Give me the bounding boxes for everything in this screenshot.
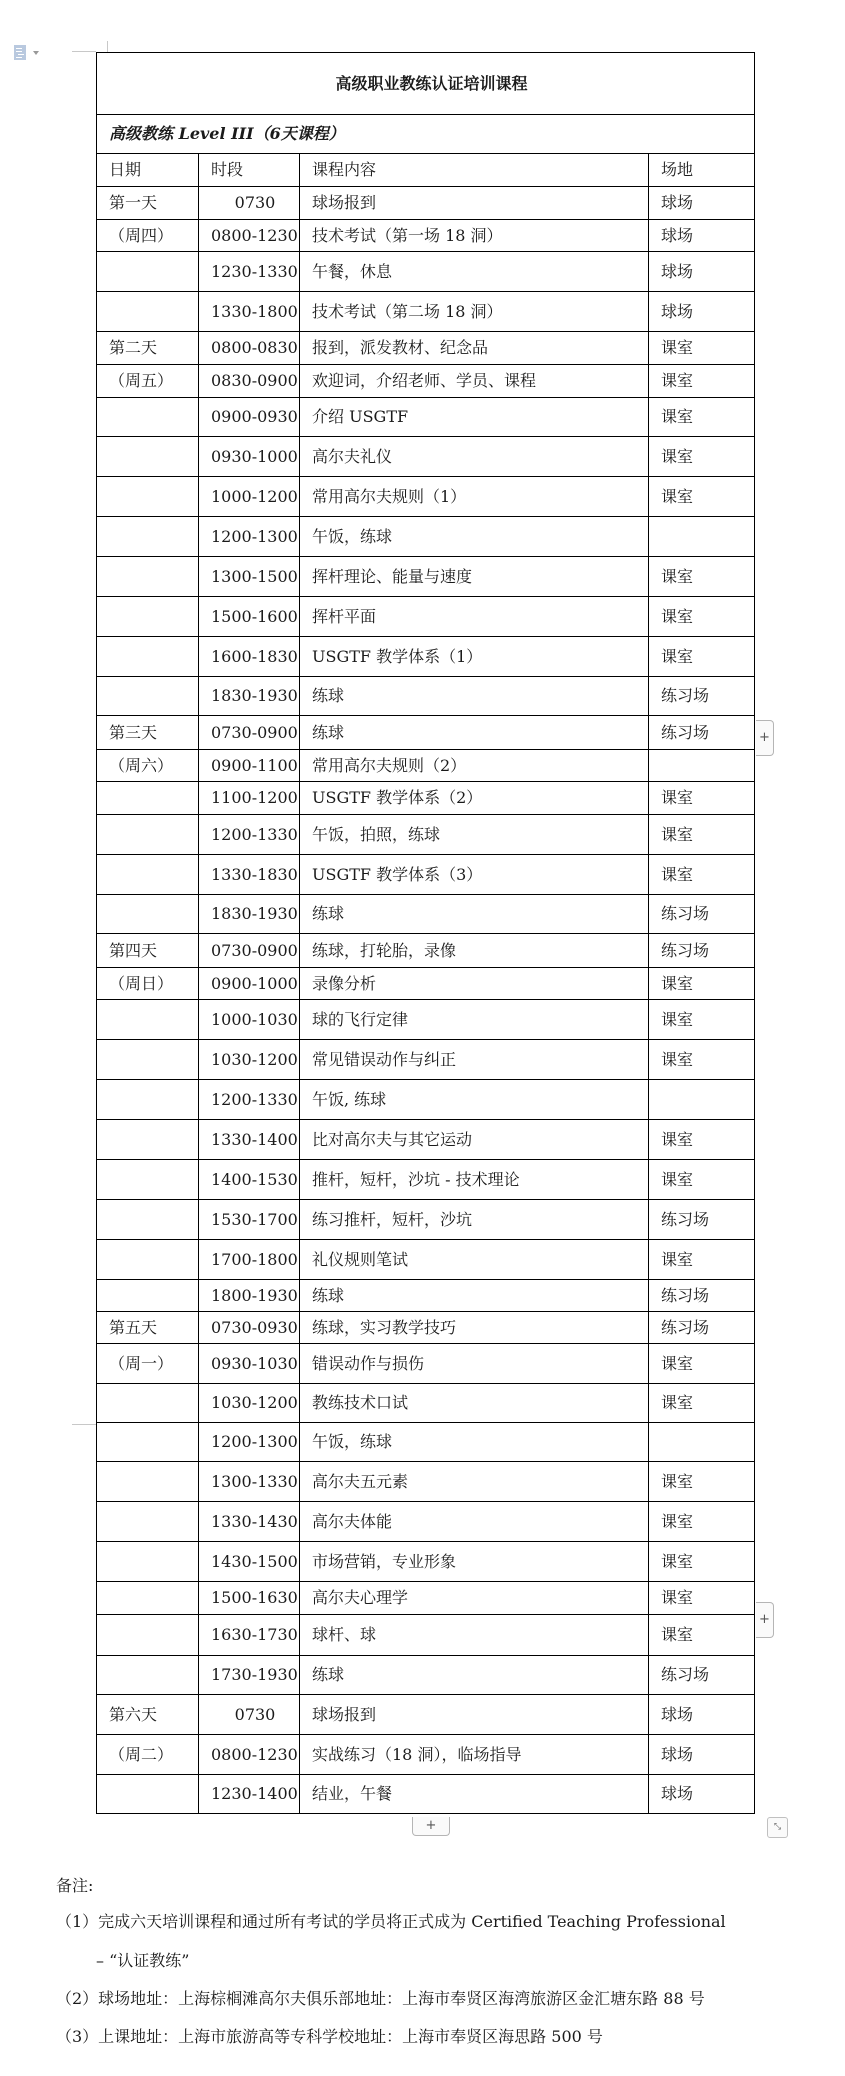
day-cell[interactable]: 第二天 — [97, 332, 199, 365]
content-cell[interactable]: 球杆、球 — [300, 1615, 649, 1656]
table-row — [97, 292, 755, 332]
day-cell[interactable] — [97, 637, 199, 677]
day-cell[interactable]: （周四） — [97, 220, 199, 252]
day-cell[interactable] — [97, 1502, 199, 1542]
table-row — [97, 1200, 755, 1240]
time-cell[interactable]: 0930-1030 — [199, 1344, 300, 1384]
time-cell[interactable]: 0800-0830 — [199, 332, 300, 365]
venue-cell[interactable]: 课室 — [649, 1000, 755, 1040]
table-row — [97, 855, 755, 895]
venue-cell[interactable]: 课室 — [649, 1120, 755, 1160]
venue-cell[interactable]: 课室 — [649, 1542, 755, 1582]
header-row — [97, 154, 755, 187]
time-cell[interactable]: 1330-1830 — [199, 855, 300, 895]
table-row — [97, 637, 755, 677]
time-cell[interactable]: 1300-1330 — [199, 1462, 300, 1502]
table-row — [97, 1040, 755, 1080]
dropdown-caret-icon[interactable] — [33, 51, 39, 55]
content-cell[interactable]: 球场报到 — [300, 187, 649, 220]
time-cell[interactable]: 1100-1200 — [199, 782, 300, 815]
time-cell[interactable]: 1330-1800 — [199, 292, 300, 332]
page-corner-marker — [72, 51, 96, 52]
day-cell[interactable] — [97, 437, 199, 477]
note-item-1: （1）完成六天培训课程和通过所有考试的学员将正式成为 Certified Teaching Professional — [56, 1912, 726, 1931]
day-cell[interactable] — [97, 1384, 199, 1423]
header-date[interactable]: 日期 — [97, 154, 199, 187]
venue-cell[interactable]: 课室 — [649, 398, 755, 437]
venue-cell[interactable]: 球场 — [649, 252, 755, 292]
time-cell[interactable]: 1500-1630 — [199, 1582, 300, 1615]
venue-cell[interactable]: 课室 — [649, 815, 755, 855]
table-row — [97, 677, 755, 716]
day-cell[interactable] — [97, 1040, 199, 1080]
day-cell[interactable] — [97, 815, 199, 855]
time-cell[interactable]: 0730-0900 — [199, 716, 300, 750]
day-cell[interactable] — [97, 1120, 199, 1160]
table-row — [97, 1120, 755, 1160]
add-column-button[interactable]: + — [756, 720, 774, 756]
content-cell[interactable]: 介绍 USGTF — [300, 398, 649, 437]
day-cell[interactable] — [97, 782, 199, 815]
content-cell[interactable]: 练习推杆，短杆，沙坑 — [300, 1200, 649, 1240]
table-row — [97, 1344, 755, 1384]
table-row — [97, 1656, 755, 1695]
add-row-button[interactable]: + — [412, 1817, 450, 1836]
time-cell[interactable]: 1600-1830 — [199, 637, 300, 677]
table-row — [97, 815, 755, 855]
time-cell[interactable]: 1030-1200 — [199, 1040, 300, 1080]
venue-cell[interactable]: 课室 — [649, 1344, 755, 1384]
day-cell[interactable] — [97, 292, 199, 332]
day-cell[interactable] — [97, 1462, 199, 1502]
content-cell[interactable]: 午饭，拍照，练球 — [300, 815, 649, 855]
time-cell[interactable]: 1330-1430 — [199, 1502, 300, 1542]
time-cell[interactable]: 1800-1930 — [199, 1280, 300, 1312]
day-cell[interactable] — [97, 895, 199, 934]
content-cell[interactable]: 错误动作与损伤 — [300, 1344, 649, 1384]
content-cell[interactable]: 推杆，短杆，沙坑 - 技术理论 — [300, 1160, 649, 1200]
content-cell[interactable]: 高尔夫体能 — [300, 1502, 649, 1542]
day-cell[interactable]: （周二） — [97, 1735, 199, 1775]
time-cell[interactable]: 0930-1000 — [199, 437, 300, 477]
table-row — [97, 716, 755, 750]
table-row — [97, 1240, 755, 1280]
note-item-2: （2）球场地址：上海棕榈滩高尔夫俱乐部地址：上海市奉贤区海湾旅游区金汇塘东路 88 号 — [56, 1989, 705, 2008]
table-row — [97, 895, 755, 934]
course-schedule-table — [96, 52, 755, 1814]
venue-cell[interactable]: 课室 — [649, 1040, 755, 1080]
content-cell[interactable]: 练球，实习教学技巧 — [300, 1312, 649, 1344]
day-cell[interactable] — [97, 677, 199, 716]
time-cell[interactable]: 1300-1500 — [199, 557, 300, 597]
time-cell[interactable]: 1630-1730 — [199, 1615, 300, 1656]
day-cell[interactable] — [97, 1200, 199, 1240]
venue-cell[interactable]: 课室 — [649, 968, 755, 1000]
time-cell[interactable]: 1230-1330 — [199, 252, 300, 292]
time-cell[interactable]: 1000-1030 — [199, 1000, 300, 1040]
day-cell[interactable]: 第一天 — [97, 187, 199, 220]
note-item-3: （3）上课地址：上海市旅游高等专科学校地址：上海市奉贤区海思路 500 号 — [56, 2027, 603, 2046]
time-cell[interactable]: 1200-1300 — [199, 1423, 300, 1462]
venue-cell[interactable]: 课室 — [649, 557, 755, 597]
content-cell[interactable]: USGTF 教学体系（1） — [300, 637, 649, 677]
time-cell[interactable]: 1200-1330 — [199, 815, 300, 855]
day-cell[interactable] — [97, 1160, 199, 1200]
title-row — [97, 53, 755, 115]
venue-cell[interactable]: 课室 — [649, 1160, 755, 1200]
venue-cell[interactable]: 课室 — [649, 855, 755, 895]
content-cell[interactable]: USGTF 教学体系（3） — [300, 855, 649, 895]
time-cell[interactable]: 0800-1230 — [199, 220, 300, 252]
day-cell[interactable]: （周六） — [97, 750, 199, 782]
time-cell[interactable]: 1500-1600 — [199, 597, 300, 637]
table-row — [97, 437, 755, 477]
table-row — [97, 332, 755, 365]
day-cell[interactable] — [97, 1240, 199, 1280]
content-cell[interactable]: 常见错误动作与纠正 — [300, 1040, 649, 1080]
time-cell[interactable]: 0730 — [199, 1695, 300, 1735]
venue-cell[interactable]: 课室 — [649, 1240, 755, 1280]
content-cell[interactable]: 欢迎词，介绍老师、学员、课程 — [300, 365, 649, 398]
content-cell[interactable]: 技术考试（第二场 18 洞） — [300, 292, 649, 332]
table-row — [97, 1423, 755, 1462]
table-row — [97, 1542, 755, 1582]
venue-cell[interactable]: 课室 — [649, 1502, 755, 1542]
content-cell[interactable]: 报到，派发教材、纪念品 — [300, 332, 649, 365]
content-cell[interactable]: 挥杆理论、能量与速度 — [300, 557, 649, 597]
day-cell[interactable] — [97, 252, 199, 292]
table-resize-handle-icon[interactable]: ⤡ — [767, 1817, 788, 1838]
venue-cell[interactable]: 球场 — [649, 187, 755, 220]
content-cell[interactable]: 挥杆平面 — [300, 597, 649, 637]
content-cell[interactable]: 常用高尔夫规则（2） — [300, 750, 649, 782]
time-cell[interactable]: 1830-1930 — [199, 895, 300, 934]
venue-cell[interactable]: 练习场 — [649, 895, 755, 934]
venue-cell[interactable]: 球场 — [649, 1695, 755, 1735]
content-cell[interactable]: 练球 — [300, 716, 649, 750]
time-cell[interactable]: 1530-1700 — [199, 1200, 300, 1240]
document-title[interactable]: 高级职业教练认证培训课程 — [97, 53, 755, 115]
venue-cell[interactable]: 球场 — [649, 220, 755, 252]
content-cell[interactable]: 午饭, 练球 — [300, 1080, 649, 1120]
time-cell[interactable]: 0830-0900 — [199, 365, 300, 398]
document-icon[interactable] — [14, 45, 26, 60]
day-cell[interactable] — [97, 597, 199, 637]
table-row — [97, 1582, 755, 1615]
table-row — [97, 187, 755, 220]
venue-cell[interactable]: 练习场 — [649, 934, 755, 968]
time-cell[interactable]: 0900-1100 — [199, 750, 300, 782]
table-row — [97, 557, 755, 597]
day-cell[interactable] — [97, 1280, 199, 1312]
time-cell[interactable]: 0900-1000 — [199, 968, 300, 1000]
day-cell[interactable]: 第四天 — [97, 934, 199, 968]
table-row — [97, 252, 755, 292]
venue-cell[interactable]: 课室 — [649, 1462, 755, 1502]
venue-cell[interactable]: 练习场 — [649, 1200, 755, 1240]
venue-cell[interactable] — [649, 1080, 755, 1120]
time-cell[interactable]: 1330-1400 — [199, 1120, 300, 1160]
table-row — [97, 1280, 755, 1312]
day-cell[interactable] — [97, 477, 199, 517]
time-cell[interactable]: 1400-1530 — [199, 1160, 300, 1200]
time-cell[interactable]: 0730-0900 — [199, 934, 300, 968]
time-cell[interactable]: 0900-0930 — [199, 398, 300, 437]
venue-cell[interactable]: 课室 — [649, 1384, 755, 1423]
content-cell[interactable]: 练球 — [300, 1280, 649, 1312]
header-time[interactable]: 时段 — [199, 154, 300, 187]
venue-cell[interactable]: 课室 — [649, 637, 755, 677]
content-cell[interactable]: 录像分析 — [300, 968, 649, 1000]
day-cell[interactable] — [97, 1423, 199, 1462]
table-row — [97, 934, 755, 968]
content-cell[interactable]: 午饭，练球 — [300, 1423, 649, 1462]
table-row — [97, 1615, 755, 1656]
venue-cell[interactable]: 课室 — [649, 597, 755, 637]
content-cell[interactable]: USGTF 教学体系（2） — [300, 782, 649, 815]
content-cell[interactable]: 结业，午餐 — [300, 1775, 649, 1814]
header-content[interactable]: 课程内容 — [300, 154, 649, 187]
content-cell[interactable]: 练球 — [300, 677, 649, 716]
venue-cell[interactable] — [649, 517, 755, 557]
venue-cell[interactable]: 球场 — [649, 1775, 755, 1814]
content-cell[interactable]: 高尔夫心理学 — [300, 1582, 649, 1615]
time-cell[interactable]: 1830-1930 — [199, 677, 300, 716]
day-cell[interactable]: （周五） — [97, 365, 199, 398]
content-cell[interactable]: 练球 — [300, 1656, 649, 1695]
time-cell[interactable]: 1230-1400 — [199, 1775, 300, 1814]
venue-cell[interactable] — [649, 750, 755, 782]
time-cell[interactable]: 0730-0930 — [199, 1312, 300, 1344]
course-level-subtitle[interactable]: 高级教练 Level III（6天课程） — [97, 115, 755, 154]
table-row — [97, 1080, 755, 1120]
content-cell[interactable]: 常用高尔夫规则（1） — [300, 477, 649, 517]
day-cell[interactable] — [97, 855, 199, 895]
content-cell[interactable]: 球的飞行定律 — [300, 1000, 649, 1040]
venue-cell[interactable]: 课室 — [649, 477, 755, 517]
table-row — [97, 365, 755, 398]
day-cell[interactable]: 第六天 — [97, 1695, 199, 1735]
notes-heading: 备注: — [56, 1876, 94, 1895]
day-cell[interactable] — [97, 1080, 199, 1120]
day-cell[interactable]: 第五天 — [97, 1312, 199, 1344]
add-column-button-lower[interactable]: + — [756, 1602, 774, 1638]
time-cell[interactable]: 1700-1800 — [199, 1240, 300, 1280]
content-cell[interactable]: 午餐，休息 — [300, 252, 649, 292]
table-row — [97, 1502, 755, 1542]
venue-cell[interactable]: 练习场 — [649, 716, 755, 750]
day-cell[interactable] — [97, 1542, 199, 1582]
time-cell[interactable]: 1000-1200 — [199, 477, 300, 517]
content-cell[interactable]: 午饭，练球 — [300, 517, 649, 557]
content-cell[interactable]: 市场营销，专业形象 — [300, 1542, 649, 1582]
venue-cell[interactable]: 练习场 — [649, 1312, 755, 1344]
time-cell[interactable]: 0800-1230 — [199, 1735, 300, 1775]
time-cell[interactable]: 1430-1500 — [199, 1542, 300, 1582]
content-cell[interactable]: 练球 — [300, 895, 649, 934]
table-row — [97, 517, 755, 557]
table-row — [97, 1735, 755, 1775]
venue-cell[interactable]: 课室 — [649, 437, 755, 477]
time-cell[interactable]: 1200-1300 — [199, 517, 300, 557]
note-item-1-continuation: – “认证教练” — [96, 1951, 190, 1970]
day-cell[interactable] — [97, 517, 199, 557]
venue-cell[interactable]: 课室 — [649, 332, 755, 365]
venue-cell[interactable]: 练习场 — [649, 1656, 755, 1695]
venue-cell[interactable]: 练习场 — [649, 1280, 755, 1312]
content-cell[interactable]: 教练技术口试 — [300, 1384, 649, 1423]
day-cell[interactable]: 第三天 — [97, 716, 199, 750]
subtitle-row — [97, 115, 755, 154]
table-row — [97, 1775, 755, 1814]
table-row — [97, 1462, 755, 1502]
content-cell[interactable]: 高尔夫礼仪 — [300, 437, 649, 477]
table-row — [97, 1000, 755, 1040]
table-row — [97, 477, 755, 517]
day-cell[interactable]: （周一） — [97, 1344, 199, 1384]
table-row — [97, 968, 755, 1000]
content-cell[interactable]: 比对高尔夫与其它运动 — [300, 1120, 649, 1160]
table-row — [97, 1312, 755, 1344]
venue-cell[interactable]: 练习场 — [649, 677, 755, 716]
page-break-marker — [72, 1424, 96, 1425]
venue-cell[interactable]: 球场 — [649, 1735, 755, 1775]
content-cell[interactable]: 球场报到 — [300, 1695, 649, 1735]
content-cell[interactable]: 实战练习（18 洞），临场指导 — [300, 1735, 649, 1775]
table-row — [97, 220, 755, 252]
venue-cell[interactable]: 课室 — [649, 365, 755, 398]
day-cell[interactable] — [97, 1000, 199, 1040]
day-cell[interactable] — [97, 1775, 199, 1814]
content-cell[interactable]: 高尔夫五元素 — [300, 1462, 649, 1502]
table-row — [97, 597, 755, 637]
day-cell[interactable] — [97, 557, 199, 597]
table-row — [97, 398, 755, 437]
day-cell[interactable] — [97, 398, 199, 437]
time-cell[interactable]: 1200-1330 — [199, 1080, 300, 1120]
day-cell[interactable] — [97, 1656, 199, 1695]
time-cell[interactable]: 0730 — [199, 187, 300, 220]
content-cell[interactable]: 礼仪规则笔试 — [300, 1240, 649, 1280]
table-row — [97, 750, 755, 782]
day-cell[interactable] — [97, 1615, 199, 1656]
table-row — [97, 782, 755, 815]
venue-cell[interactable]: 课室 — [649, 1582, 755, 1615]
venue-cell[interactable]: 课室 — [649, 1615, 755, 1656]
content-cell[interactable]: 技术考试（第一场 18 洞） — [300, 220, 649, 252]
day-cell[interactable] — [97, 1582, 199, 1615]
venue-cell[interactable] — [649, 1423, 755, 1462]
page-corner-marker-vertical — [107, 41, 108, 52]
header-venue[interactable]: 场地 — [649, 154, 755, 187]
table-row — [97, 1160, 755, 1200]
time-cell[interactable]: 1030-1200 — [199, 1384, 300, 1423]
venue-cell[interactable]: 球场 — [649, 292, 755, 332]
table-row — [97, 1384, 755, 1423]
day-cell[interactable]: （周日） — [97, 968, 199, 1000]
time-cell[interactable]: 1730-1930 — [199, 1656, 300, 1695]
content-cell[interactable]: 练球，打轮胎，录像 — [300, 934, 649, 968]
venue-cell[interactable]: 课室 — [649, 782, 755, 815]
table-row — [97, 1695, 755, 1735]
